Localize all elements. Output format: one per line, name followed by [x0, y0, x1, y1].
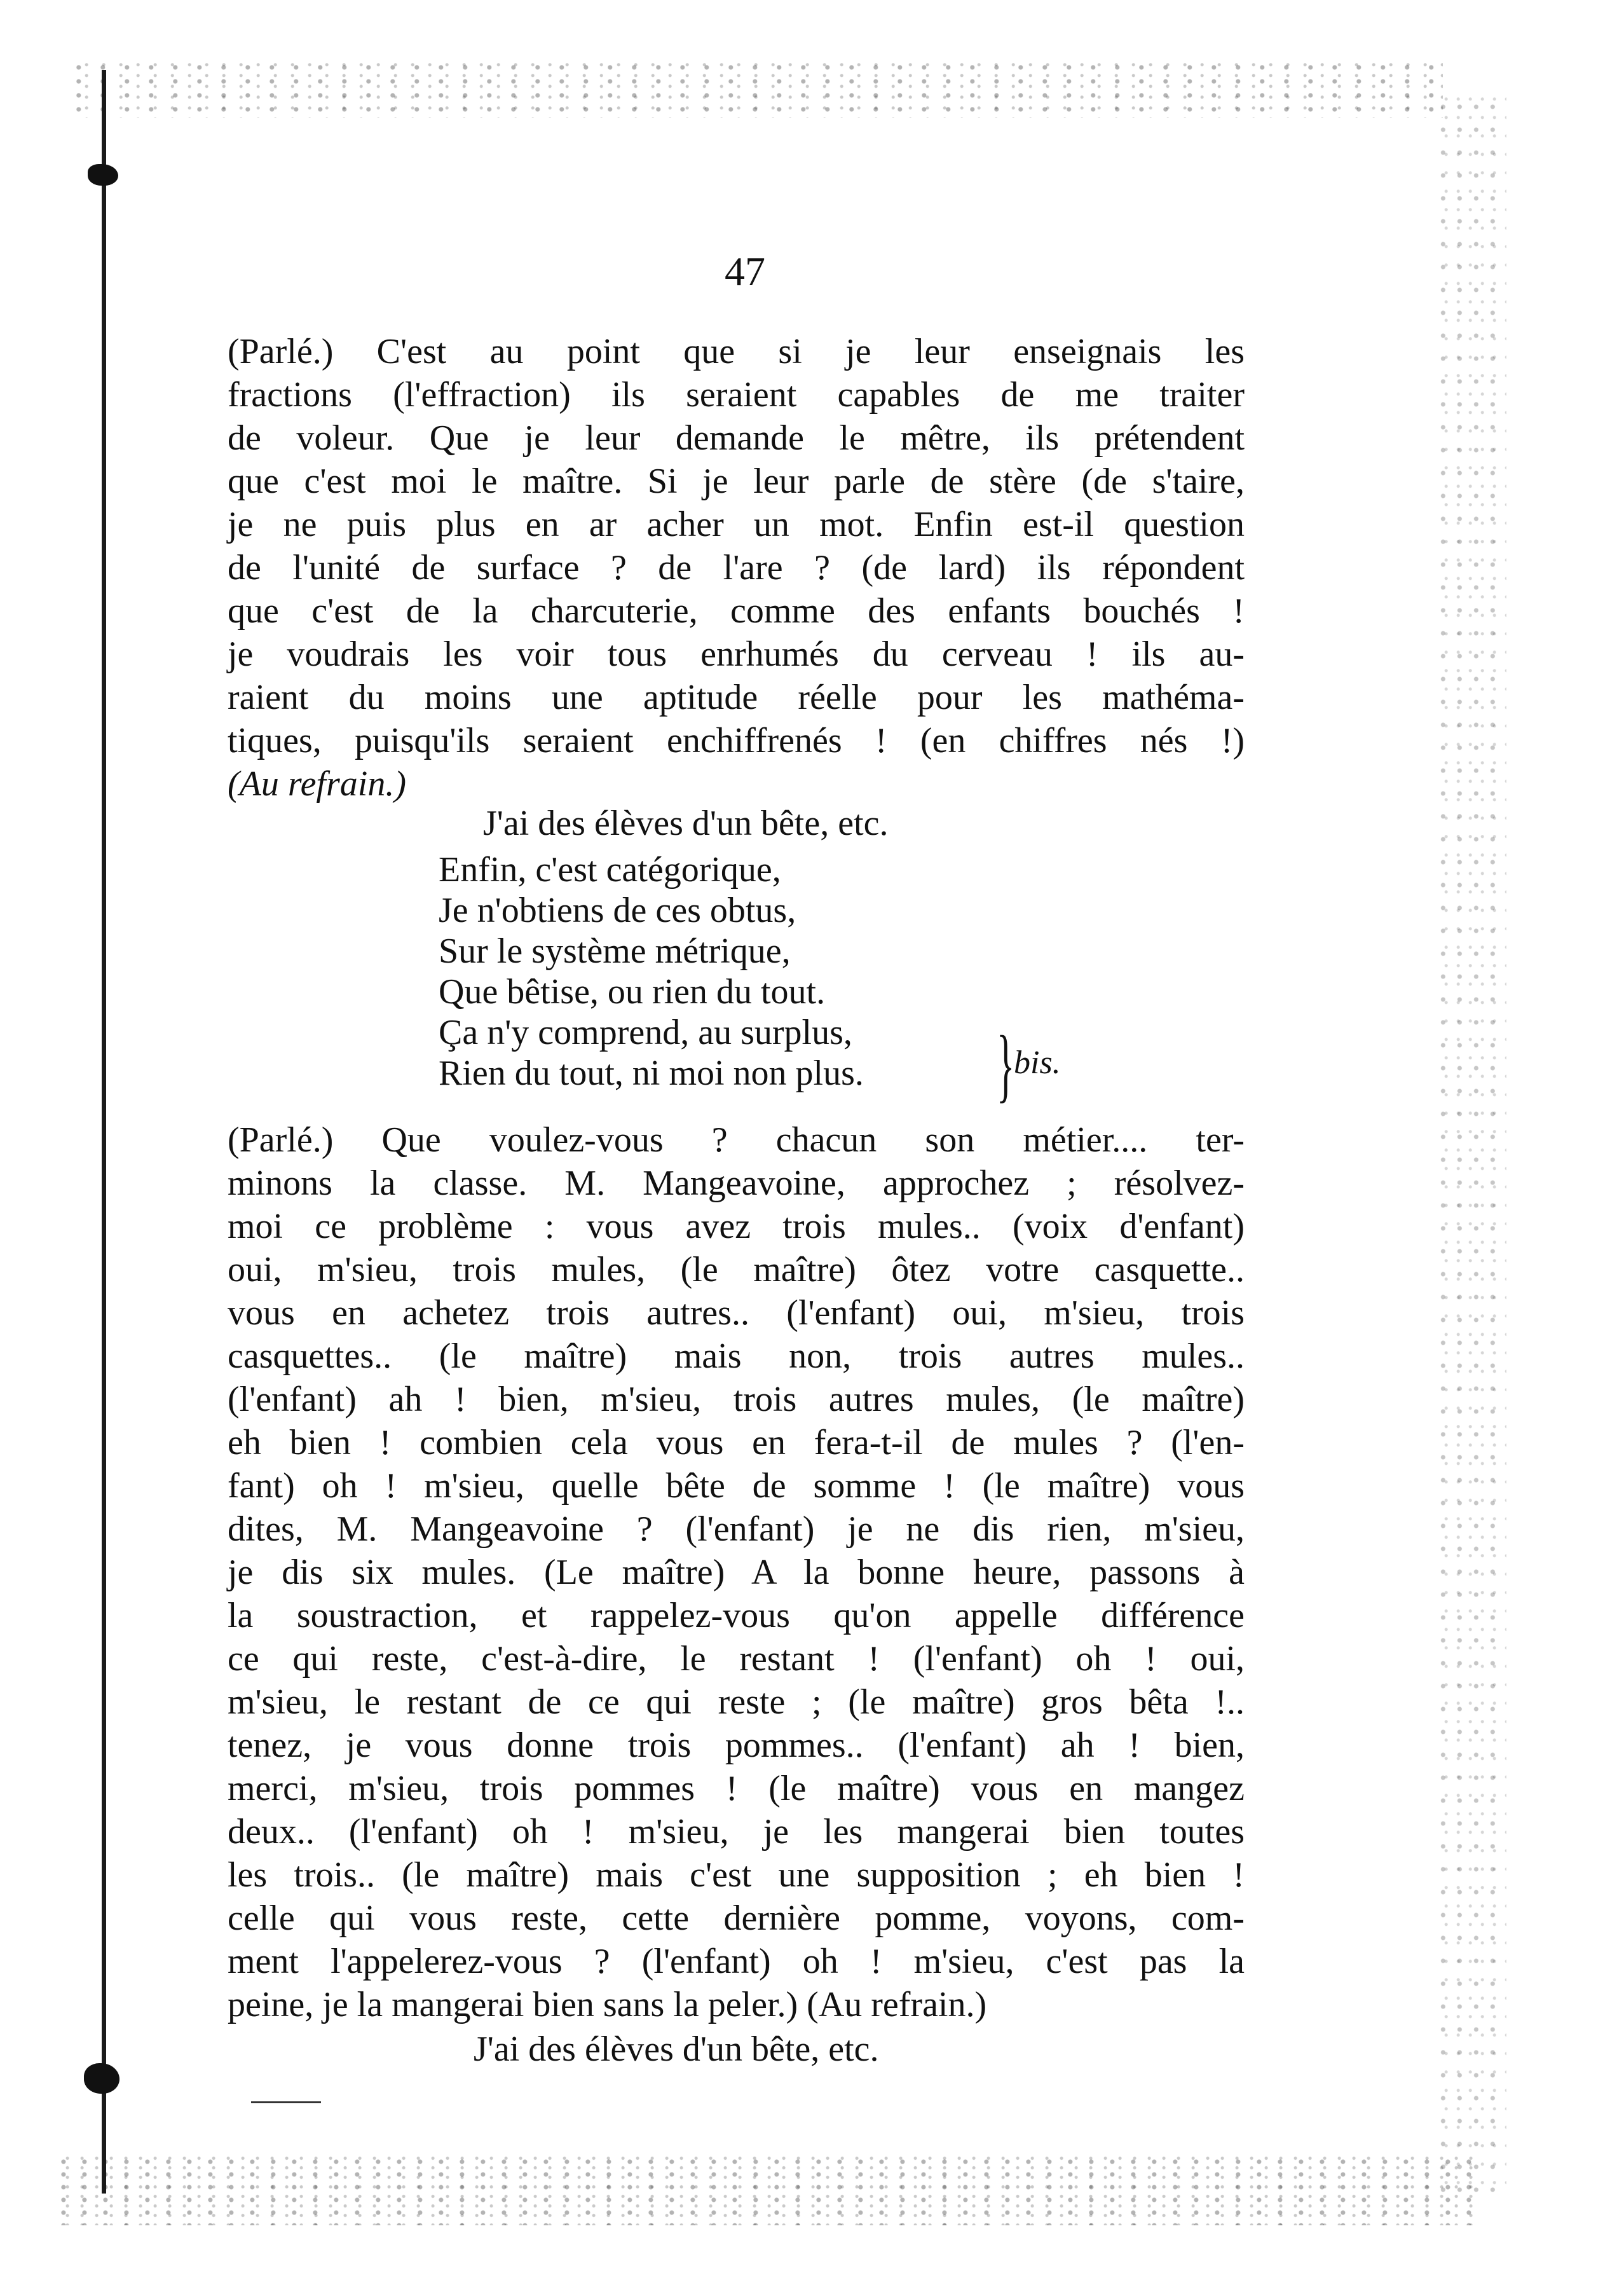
- text-line: je ne puis plus en ar acher un mot. Enfin est-il question: [228, 505, 1245, 544]
- text-line: fant) oh ! m'sieu, quelle bête de somme ! (le maître) vous: [228, 1466, 1245, 1506]
- text-line: eh bien ! combien cela vous en fera-t-il de mules ? (l'en-: [228, 1423, 1245, 1462]
- refrain-line: J'ai des élèves d'un bête, etc.: [474, 2029, 879, 2069]
- text-line: merci, m'sieu, trois pommes ! (le maître) vous en mangez: [228, 1769, 1245, 1808]
- repeat-label: bis.: [1014, 1045, 1061, 1081]
- text-line: vous en achetez trois autres.. (l'enfant) oui, m'sieu, trois: [228, 1293, 1245, 1333]
- page-number: 47: [725, 249, 765, 294]
- text-line: les trois.. (le maître) mais c'est une supposition ; eh bien !: [228, 1855, 1245, 1895]
- binding-mark-top: [88, 164, 118, 186]
- text-line: fractions (l'effraction) ils seraient capables de me traiter: [228, 375, 1245, 415]
- text-line: de voleur. Que je leur demande le mêtre, ils prétendent: [228, 418, 1245, 458]
- text-line: raient du moins une aptitude réelle pour les mathéma-: [228, 678, 1245, 717]
- text-line: de l'unité de surface ? de l'are ? (de lard) ils répondent: [228, 548, 1245, 587]
- binding-mark-bottom: [84, 2063, 119, 2094]
- verse-line: Que bêtise, ou rien du tout.: [439, 972, 826, 1012]
- end-rule: [251, 2101, 321, 2103]
- scan-edge-top: [76, 60, 1443, 118]
- text-line: que c'est de la charcuterie, comme des enfants bouchés !: [228, 591, 1245, 631]
- text-line: minons la classe. M. Mangeavoine, approchez ; résolvez-: [228, 1164, 1245, 1203]
- text-line: dites, M. Mangeavoine ? (l'enfant) je ne dis rien, m'sieu,: [228, 1509, 1245, 1549]
- verse-line: Enfin, c'est catégorique,: [439, 850, 781, 889]
- verse-line: Je n'obtiens de ces obtus,: [439, 891, 796, 930]
- text-line: peine, je la mangerai bien sans la peler.) (Au refrain.): [228, 1985, 987, 2024]
- text-line: tenez, je vous donne trois pommes.. (l'enfant) ah ! bien,: [228, 1726, 1245, 1765]
- text-line: oui, m'sieu, trois mules, (le maître) ôtez votre casquette..: [228, 1250, 1245, 1289]
- scan-edge-bottom: [57, 2155, 1475, 2225]
- text-line: moi ce problème : vous avez trois mules.. (voix d'enfant): [228, 1207, 1245, 1246]
- refrain-line: J'ai des élèves d'un bête, etc.: [483, 804, 889, 843]
- text-line: (Parlé.) C'est au point que si je leur enseignais les: [228, 332, 1245, 371]
- verse-line: Ça n'y comprend, au surplus,: [439, 1013, 852, 1052]
- repeat-brace: }: [997, 1019, 1015, 1111]
- text-line: la soustraction, et rappelez-vous qu'on appelle différence: [228, 1596, 1245, 1635]
- text-line: tiques, puisqu'ils seraient enchiffrenés ! (en chiffres nés !): [228, 721, 1245, 760]
- text-line: je voudrais les voir tous enrhumés du cerveau ! ils au-: [228, 635, 1245, 674]
- binding-spine-line: [102, 70, 106, 2194]
- text-line: ment l'appelerez-vous ? (l'enfant) oh ! m'sieu, c'est pas la: [228, 1942, 1245, 1981]
- text-line: m'sieu, le restant de ce qui reste ; (le maître) gros bêta !..: [228, 1682, 1245, 1722]
- text-line: deux.. (l'enfant) oh ! m'sieu, je les mangerai bien toutes: [228, 1812, 1245, 1851]
- text-line: celle qui vous reste, cette dernière pomme, voyons, com-: [228, 1899, 1245, 1938]
- text-line: (l'enfant) ah ! bien, m'sieu, trois autres mules, (le maître): [228, 1380, 1245, 1419]
- text-line: que c'est moi le maître. Si je leur parle de stère (de s'taire,: [228, 462, 1245, 501]
- text-line: je dis six mules. (Le maître) A la bonne heure, passons à: [228, 1553, 1245, 1592]
- scan-edge-right: [1436, 95, 1506, 2194]
- verse-line: Rien du tout, ni moi non plus.: [439, 1054, 864, 1093]
- text-line: (Au refrain.): [228, 764, 406, 804]
- text-line: casquettes.. (le maître) mais non, trois autres mules..: [228, 1336, 1245, 1376]
- verse-line: Sur le système métrique,: [439, 931, 791, 971]
- text-line: (Parlé.) Que voulez-vous ? chacun son métier.... ter-: [228, 1120, 1245, 1160]
- text-line: ce qui reste, c'est-à-dire, le restant ! (l'enfant) oh ! oui,: [228, 1639, 1245, 1679]
